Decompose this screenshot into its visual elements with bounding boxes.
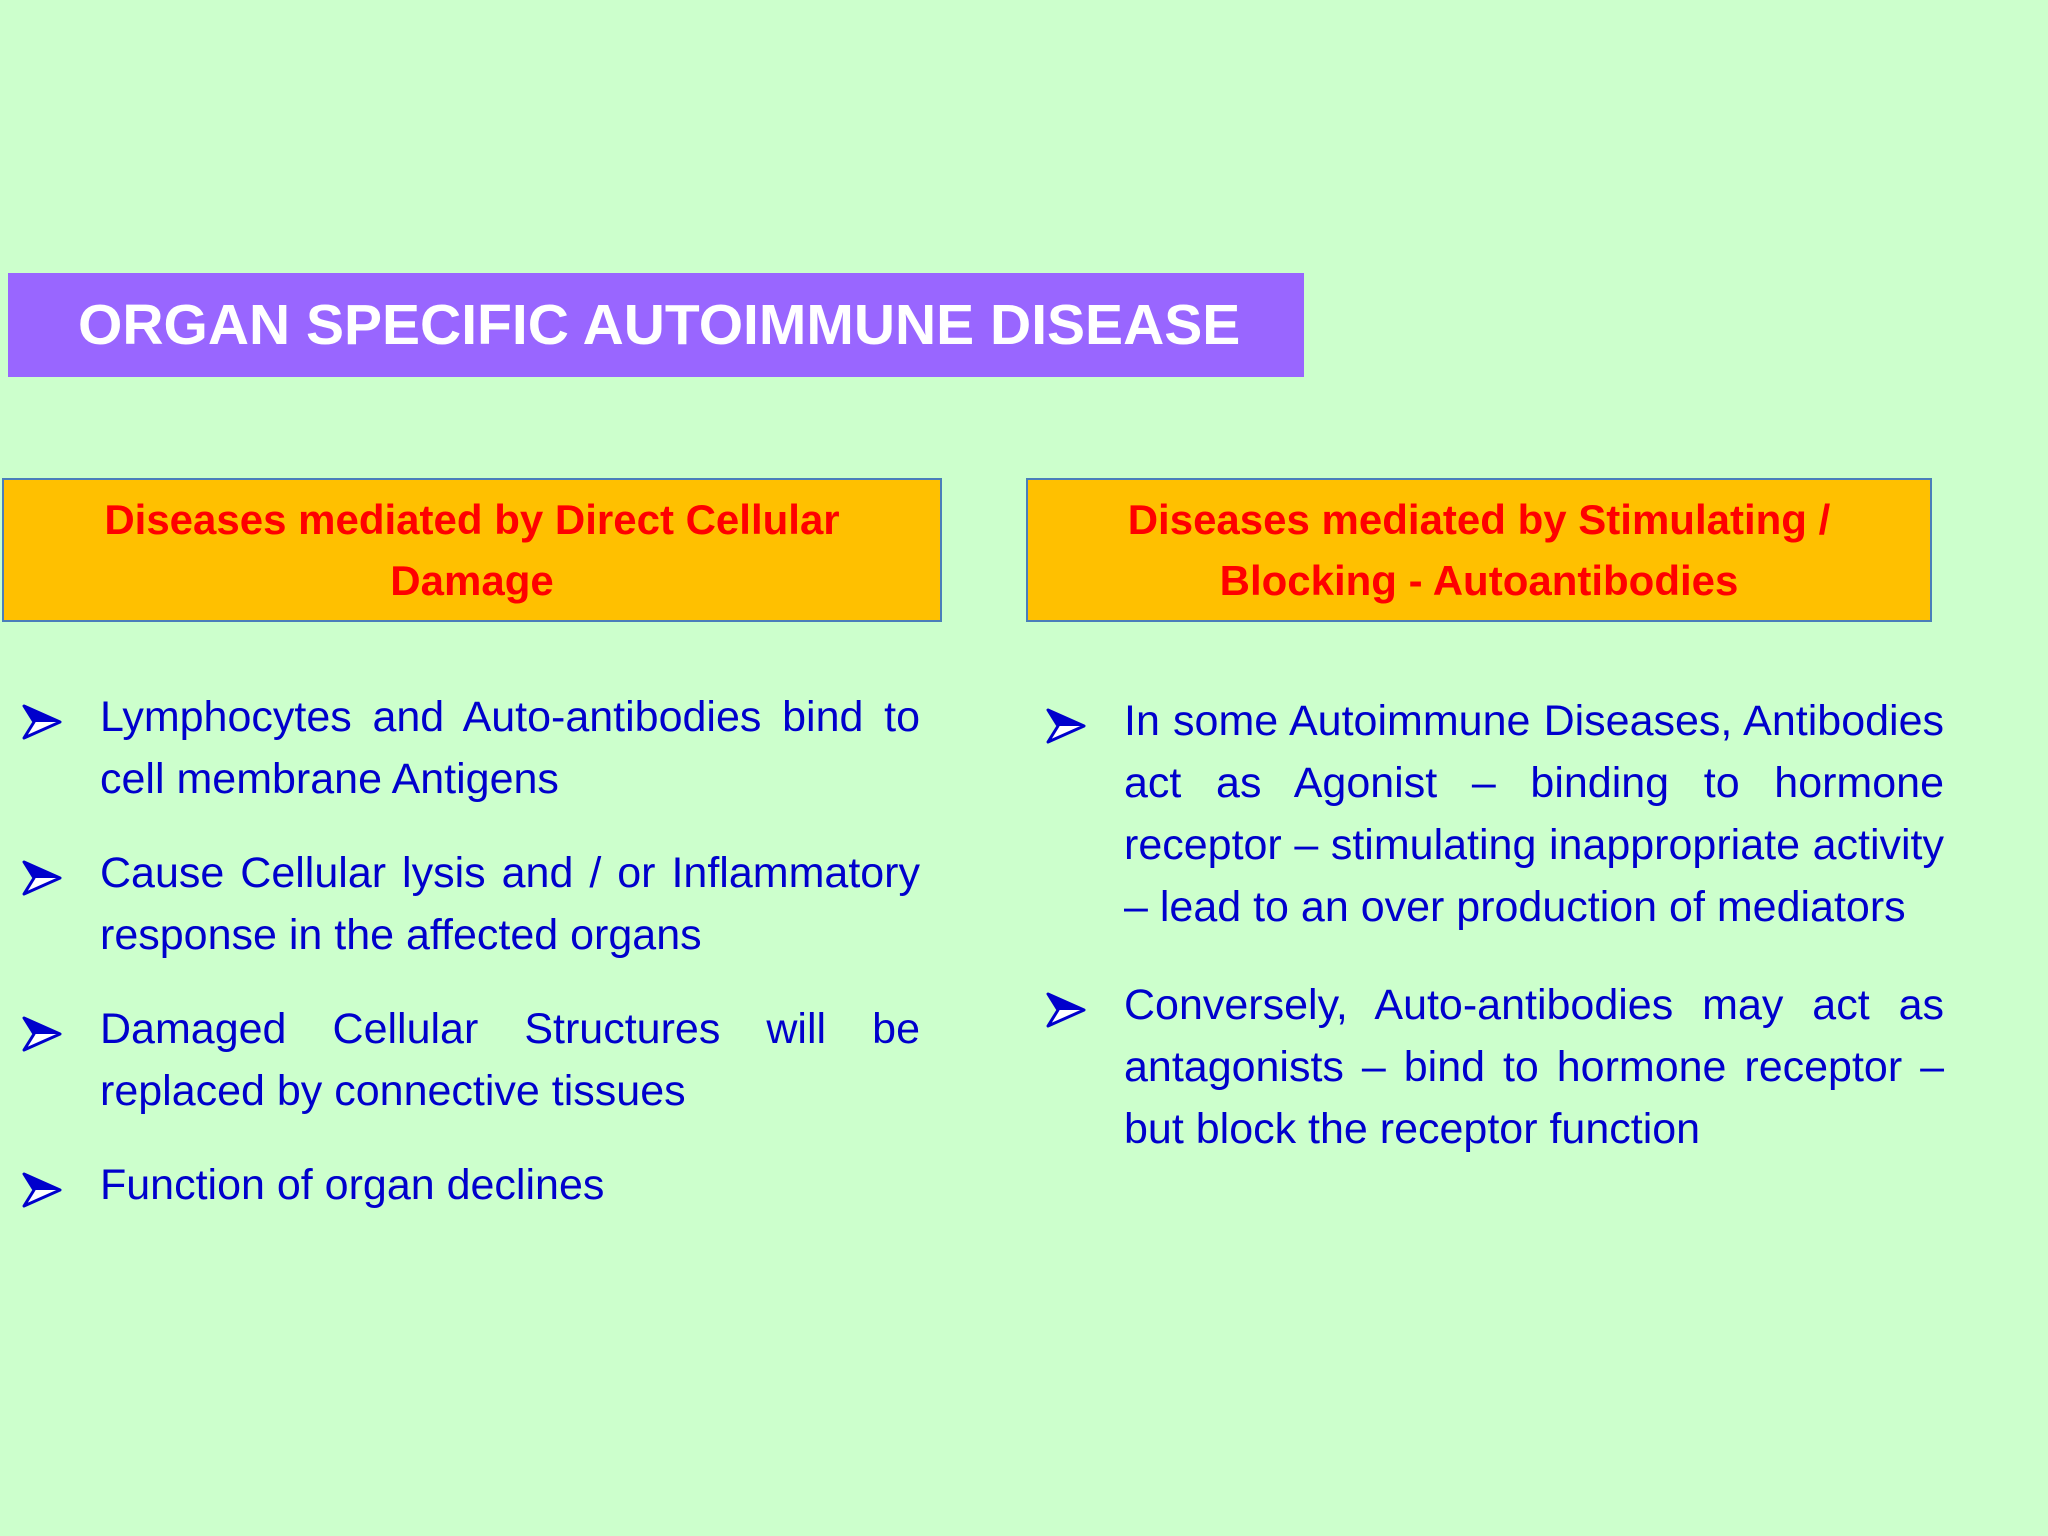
bullet-text: In some Autoimmune Diseases, Antibodies act as Agonist – binding to hormone receptor – stimulating inappropriate activity – lead to an over production of mediators xyxy=(1124,697,1944,931)
bullet-text: Function of organ declines xyxy=(100,1161,605,1209)
arrow-bullet-icon xyxy=(22,702,62,742)
bullet-text: Cause Cellular lysis and / or Inflammatory response in the affected organs xyxy=(100,849,920,959)
bullet-text: Lymphocytes and Auto-antibodies bind to cell membrane Antigens xyxy=(100,693,920,803)
right-header-text: Diseases mediated by Stimulating / Blocking - Autoantibodies xyxy=(1127,496,1831,604)
list-item xyxy=(1046,690,1944,938)
list-item xyxy=(22,686,920,810)
right-column-header xyxy=(1026,478,1932,622)
bullet-text: Conversely, Auto-antibodies may act as antagonists – bind to hormone receptor – but block the receptor function xyxy=(1124,981,1944,1153)
list-item xyxy=(22,1154,920,1216)
left-column-header xyxy=(2,478,942,622)
arrow-bullet-icon xyxy=(22,1014,62,1054)
bullet-text: Damaged Cellular Structures will be replaced by connective tissues xyxy=(100,1005,920,1115)
list-item xyxy=(22,998,920,1122)
left-header-text: Diseases mediated by Direct Cellular Damage xyxy=(104,496,840,604)
right-bullet-list xyxy=(1046,690,1944,1196)
arrow-bullet-icon xyxy=(1046,706,1086,746)
list-item xyxy=(1046,974,1944,1160)
arrow-bullet-icon xyxy=(1046,990,1086,1030)
list-item xyxy=(22,842,920,966)
left-bullet-list xyxy=(22,686,920,1248)
arrow-bullet-icon xyxy=(22,1170,62,1210)
arrow-bullet-icon xyxy=(22,858,62,898)
slide-title: ORGAN SPECIFIC AUTOIMMUNE DISEASE xyxy=(78,293,1241,357)
title-banner xyxy=(8,273,1304,377)
